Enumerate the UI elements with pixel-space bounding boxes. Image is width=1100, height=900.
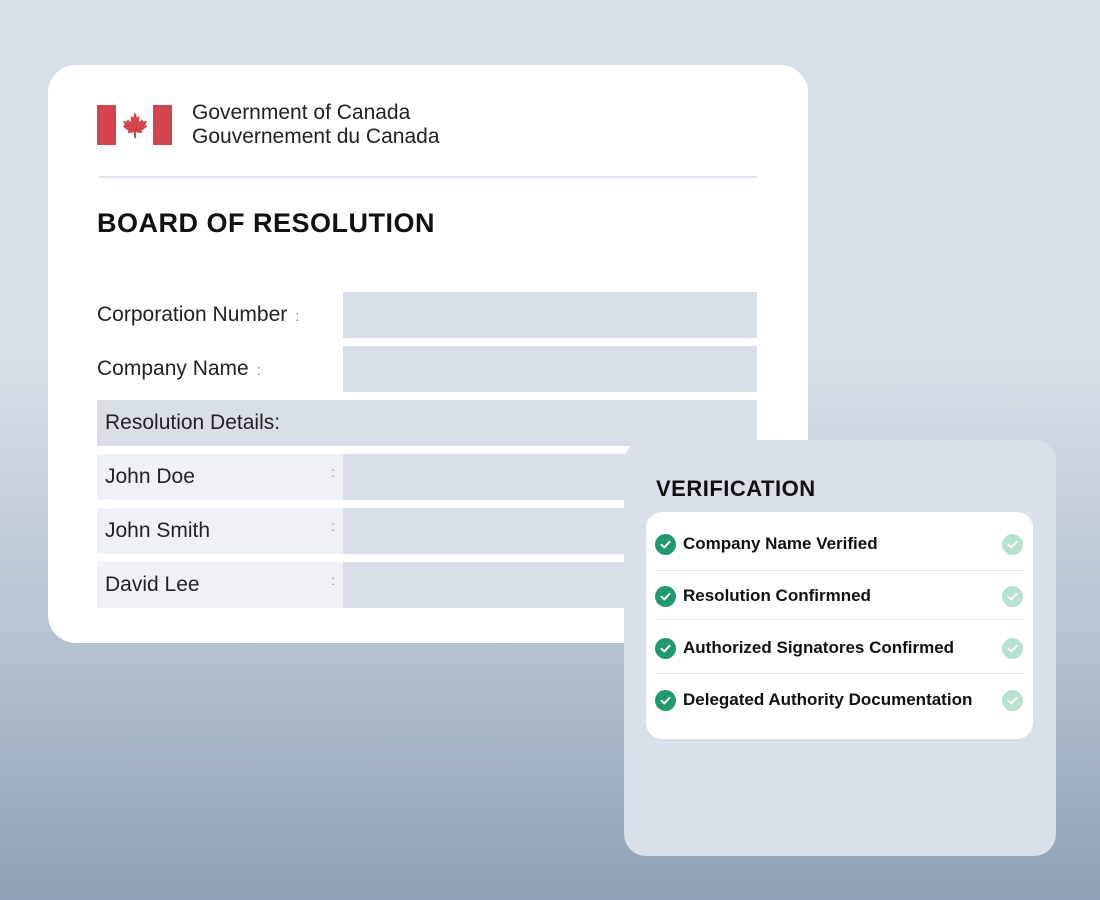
check-circle-icon [1002,586,1023,607]
verification-item-label: Delegated Authority Documentation [683,690,973,709]
corporation-number-colon: : [295,308,300,325]
verification-item-label: Resolution Confirmned [683,586,871,605]
list-divider [655,673,1023,674]
check-circle-icon [1002,534,1023,555]
signer-label-john-doe [97,454,343,500]
verification-list [646,512,1033,739]
check-circle-icon [655,638,676,659]
government-name-fr: Gouvernement du Canada [192,125,440,148]
company-name-label [97,357,261,381]
signer-label-john-smith [97,508,343,554]
signer-name: John Smith [105,519,211,542]
corporation-number-field[interactable] [343,292,757,338]
signer-colon: : [331,464,335,480]
check-circle-icon [655,690,676,711]
company-name-colon: : [256,362,261,379]
header-divider [99,176,757,178]
signer-label-david-lee [97,562,343,608]
list-divider [655,619,1023,620]
government-name-en: Government of Canada [192,101,411,124]
signer-name: John Doe [105,465,195,488]
verification-item-label: Company Name Verified [683,534,878,553]
check-circle-icon [655,586,676,607]
corporation-number-label [97,303,299,327]
verification-title: VERIFICATION [656,476,816,501]
government-header [97,101,440,148]
signer-name: David Lee [105,573,200,596]
signer-colon: : [331,518,335,534]
document-title: BOARD OF RESOLUTION [97,208,435,238]
canada-flag-icon [97,105,172,145]
verification-panel [624,440,1056,856]
verification-item-label: Authorized Signatores Confirmed [683,638,955,657]
check-circle-icon [655,534,676,555]
verification-item-delegated-authority [655,675,1023,725]
verification-item-resolution [655,571,1023,621]
verification-item-company-name [655,519,1023,569]
company-name-field[interactable] [343,346,757,392]
verification-item-signatories [655,623,1023,673]
check-circle-icon [1002,690,1023,711]
corporation-number-label-text: Corporation Number [97,303,288,326]
signer-colon: : [331,572,335,588]
government-names [192,101,440,149]
check-circle-icon [1002,638,1023,659]
resolution-details-header: Resolution Details: [97,400,757,446]
company-name-label-text: Company Name [97,357,249,380]
